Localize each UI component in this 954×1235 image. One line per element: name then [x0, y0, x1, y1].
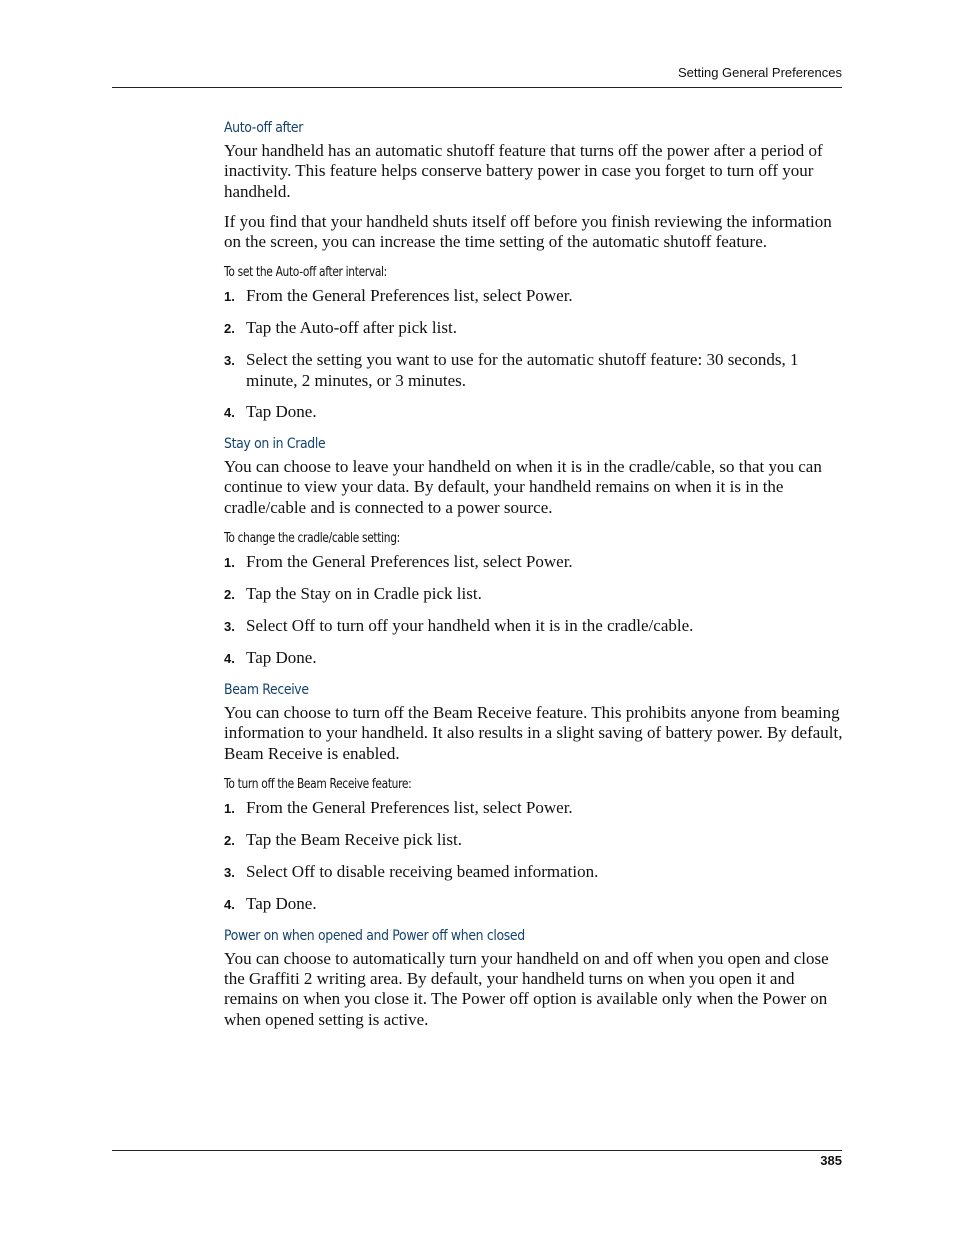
page-body: [224, 118, 844, 1040]
running-header: Setting General Preferences: [677, 65, 842, 80]
list-item: [224, 862, 844, 883]
step-text: Tap the Auto-off after pick list.: [246, 318, 457, 338]
step-number: 2.: [224, 832, 235, 848]
section-auto-off-after: [224, 118, 844, 423]
section-stay-on-in-cradle: [224, 434, 844, 669]
step-number: 2.: [224, 586, 235, 602]
list-item: [224, 830, 844, 851]
body-paragraph: If you find that your handheld shuts itself off before you finish reviewing the information on the screen, you can increase the time setting of the automatic shutoff feature.: [224, 211, 832, 252]
step-text: From the General Preferences list, select Power.: [246, 797, 573, 817]
list-item: [224, 286, 844, 307]
list-item: [224, 616, 844, 637]
step-number: 1.: [224, 800, 235, 816]
step-text: Select Off to turn off your handheld when it is in the cradle/cable.: [246, 615, 694, 635]
procedure-title: To turn off the Beam Receive feature:: [224, 776, 412, 792]
section-power-on-off: [224, 926, 844, 1030]
step-number: 4.: [224, 405, 235, 421]
list-item: [224, 798, 844, 819]
list-item: [224, 584, 844, 605]
list-item: [224, 894, 844, 915]
step-number: 4.: [224, 650, 235, 666]
step-list: [224, 286, 844, 423]
section-heading: Power on when opened and Power off when closed: [224, 927, 525, 944]
step-text: Tap Done.: [246, 647, 317, 667]
section-heading: Stay on in Cradle: [224, 436, 326, 453]
section-beam-receive: [224, 680, 844, 915]
step-text: Tap Done.: [246, 402, 317, 422]
list-item: [224, 350, 844, 391]
page-number: 385: [820, 1153, 842, 1168]
header-rule: [112, 87, 842, 88]
step-number: 3.: [224, 618, 235, 634]
section-heading: Auto-off after: [224, 120, 303, 136]
step-text: Tap the Beam Receive pick list.: [246, 829, 462, 849]
step-text: From the General Preferences list, select Power.: [246, 551, 573, 571]
step-list: [224, 552, 844, 669]
body-paragraph: You can choose to automatically turn your handheld on and off when you open and close the Graffiti 2 writing area. By default, your handheld turns on when you open it and remains on when you close it. The Power off option is available only when the Power on when opened setting is active.: [224, 948, 829, 1029]
step-number: 1.: [224, 554, 235, 570]
step-number: 3.: [224, 353, 235, 369]
step-number: 1.: [224, 289, 235, 305]
body-paragraph: Your handheld has an automatic shutoff feature that turns off the power after a period of inactivity. This feature helps conserve battery power in case you forget to turn off your handheld.: [224, 141, 823, 201]
step-text: Select Off to disable receiving beamed information.: [246, 861, 599, 881]
step-text: From the General Preferences list, select Power.: [246, 286, 573, 306]
step-text: Tap Done.: [246, 893, 317, 913]
step-text: Select the setting you want to use for the automatic shutoff feature: 30 seconds, 1 minute, 2 minutes, or 3 minutes.: [246, 350, 799, 390]
list-item: [224, 402, 844, 423]
step-number: 2.: [224, 321, 235, 337]
footer-rule: [112, 1150, 842, 1151]
body-paragraph: You can choose to turn off the Beam Receive feature. This prohibits anyone from beaming information to your handheld. It also results in a slight saving of battery power. By default, Beam Receive is enabled.: [224, 702, 843, 763]
body-paragraph: You can choose to leave your handheld on when it is in the cradle/cable, so that you can continue to view your data. By default, your handheld remains on when it is in the cradle/cable and is connected to a power source.: [224, 457, 822, 517]
section-heading: Beam Receive: [224, 681, 309, 698]
list-item: [224, 318, 844, 339]
procedure-title: To set the Auto-off after interval:: [224, 265, 387, 281]
step-text: Tap the Stay on in Cradle pick list.: [246, 583, 482, 603]
list-item: [224, 552, 844, 573]
step-list: [224, 798, 844, 915]
list-item: [224, 648, 844, 669]
procedure-title: To change the cradle/cable setting:: [224, 530, 400, 546]
step-number: 4.: [224, 896, 235, 912]
step-number: 3.: [224, 864, 235, 880]
